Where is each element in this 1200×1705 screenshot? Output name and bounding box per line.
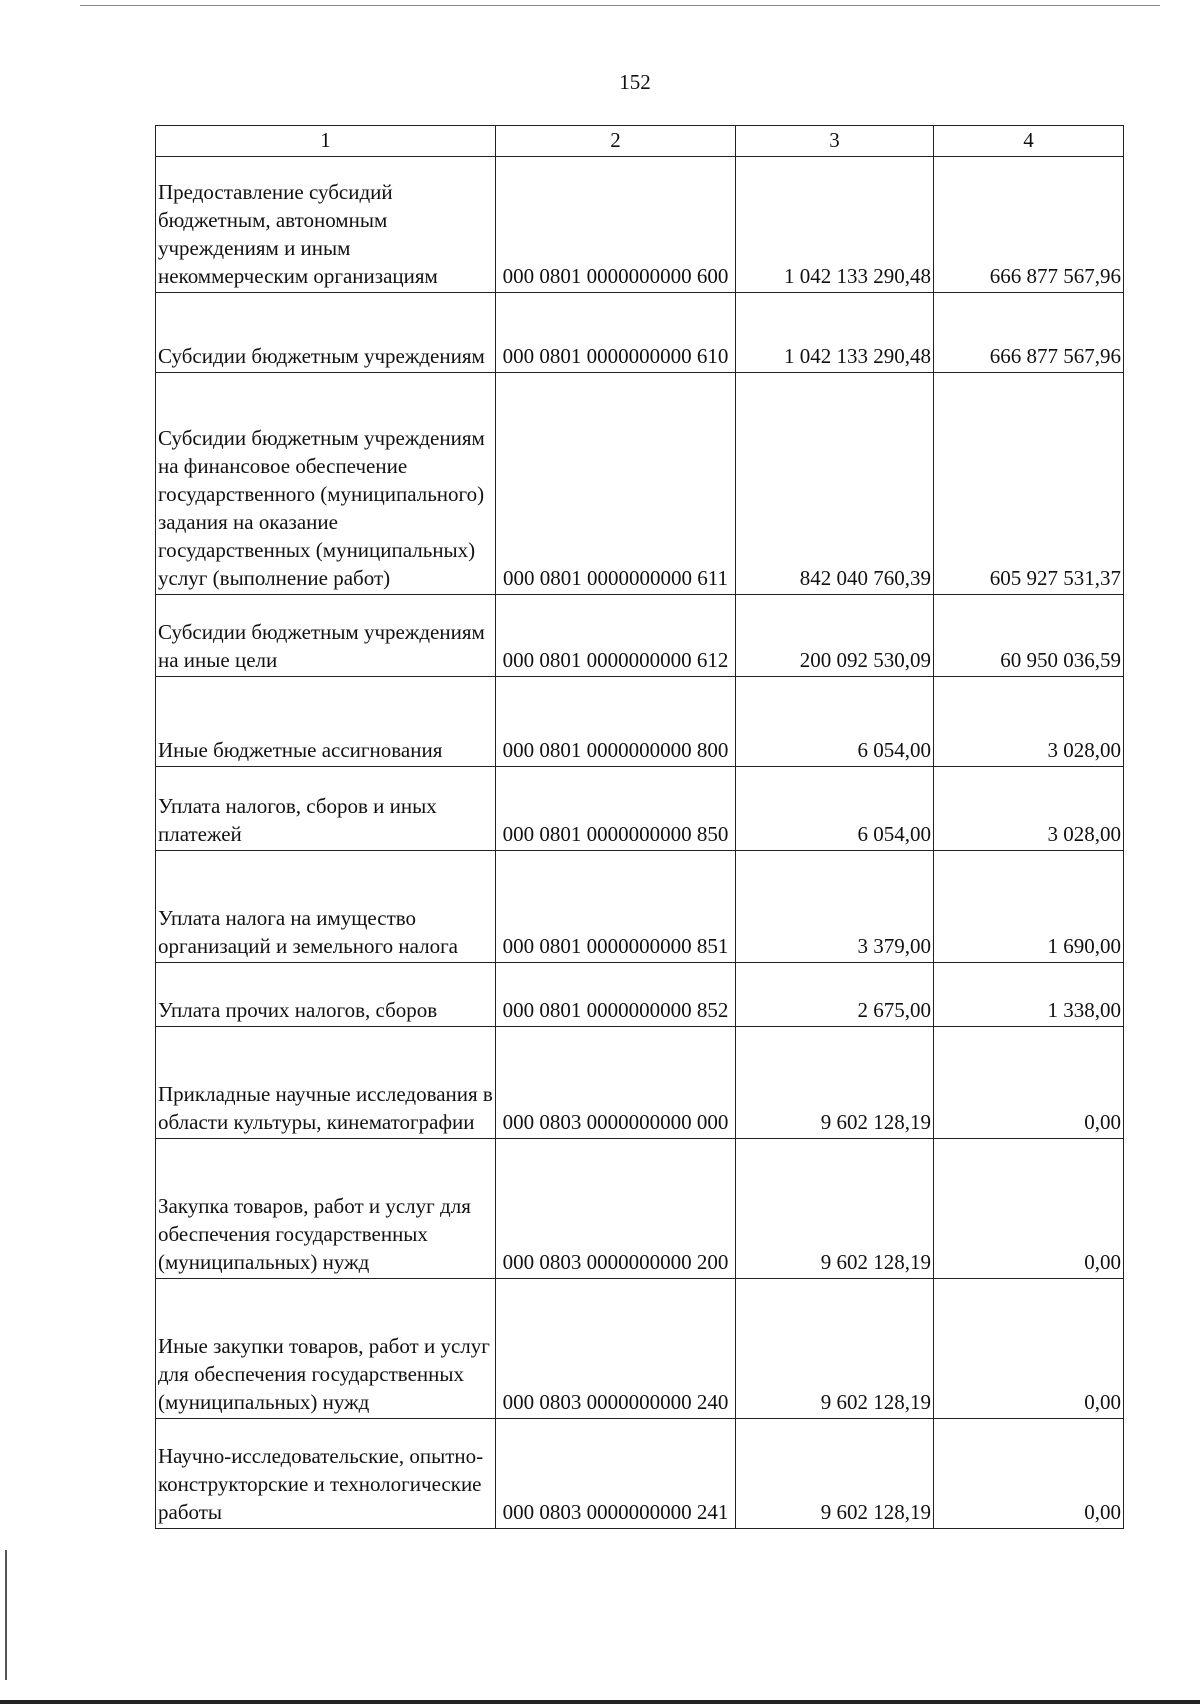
column-header-2: 2 <box>496 126 736 157</box>
row-value-3: 9 602 128,19 <box>736 1419 934 1529</box>
row-value-3: 9 602 128,19 <box>736 1027 934 1139</box>
row-name: Уплата налогов, сборов и иных платежей <box>156 767 496 851</box>
row-value-4: 1 338,00 <box>934 963 1124 1027</box>
table-row <box>156 963 1124 1027</box>
row-code: 000 0803 0000000000 000 <box>496 1027 736 1139</box>
row-value-4: 0,00 <box>934 1279 1124 1419</box>
row-value-4: 0,00 <box>934 1027 1124 1139</box>
row-code: 000 0801 0000000000 852 <box>496 963 736 1027</box>
row-value-3: 3 379,00 <box>736 851 934 963</box>
budget-table <box>155 125 1124 1529</box>
table-row <box>156 293 1124 373</box>
table-row <box>156 1279 1124 1419</box>
row-value-3: 9 602 128,19 <box>736 1279 934 1419</box>
row-code: 000 0801 0000000000 800 <box>496 677 736 767</box>
row-value-3: 200 092 530,09 <box>736 595 934 677</box>
row-code: 000 0801 0000000000 600 <box>496 157 736 293</box>
row-value-4: 1 690,00 <box>934 851 1124 963</box>
page-number: 152 <box>619 70 651 94</box>
row-name: Уплата прочих налогов, сборов <box>156 963 496 1027</box>
row-value-3: 1 042 133 290,48 <box>736 293 934 373</box>
row-value-4: 666 877 567,96 <box>934 293 1124 373</box>
row-code: 000 0801 0000000000 611 <box>496 373 736 595</box>
table-row <box>156 373 1124 595</box>
row-value-3: 1 042 133 290,48 <box>736 157 934 293</box>
row-code: 000 0801 0000000000 851 <box>496 851 736 963</box>
row-code: 000 0803 0000000000 240 <box>496 1279 736 1419</box>
row-value-4: 666 877 567,96 <box>934 157 1124 293</box>
table-row <box>156 1139 1124 1279</box>
row-value-4: 605 927 531,37 <box>934 373 1124 595</box>
row-value-4: 3 028,00 <box>934 767 1124 851</box>
row-name: Субсидии бюджетным учреждениям на финансовое обеспечение государственного (муниципального) задания на оказание государственных (муниципальных) услуг (выполнение работ) <box>156 373 496 595</box>
row-name: Закупка товаров, работ и услуг для обеспечения государственных (муниципальных) нужд <box>156 1139 496 1279</box>
row-name: Прикладные научные исследования в области культуры, кинематографии <box>156 1027 496 1139</box>
column-header-4: 4 <box>934 126 1124 157</box>
row-name: Иные закупки товаров, работ и услуг для обеспечения государственных (муниципальных) нужд <box>156 1279 496 1419</box>
table-header-row <box>156 126 1124 157</box>
row-value-3: 9 602 128,19 <box>736 1139 934 1279</box>
row-name: Уплата налога на имущество организаций и земельного налога <box>156 851 496 963</box>
table-row <box>156 1419 1124 1529</box>
row-code: 000 0801 0000000000 850 <box>496 767 736 851</box>
row-value-3: 6 054,00 <box>736 767 934 851</box>
table-row <box>156 767 1124 851</box>
row-value-4: 0,00 <box>934 1419 1124 1529</box>
row-name: Иные бюджетные ассигнования <box>156 677 496 767</box>
scan-bottom-edge <box>0 1700 1200 1704</box>
scan-margin-line <box>5 1550 7 1680</box>
table-row <box>156 851 1124 963</box>
row-value-4: 3 028,00 <box>934 677 1124 767</box>
row-value-3: 842 040 760,39 <box>736 373 934 595</box>
row-name: Субсидии бюджетным учреждениям <box>156 293 496 373</box>
row-code: 000 0801 0000000000 612 <box>496 595 736 677</box>
row-code: 000 0803 0000000000 200 <box>496 1139 736 1279</box>
scan-edge-line <box>80 5 1160 6</box>
table-row <box>156 157 1124 293</box>
table-row <box>156 677 1124 767</box>
row-name: Предоставление субсидий бюджетным, автономным учреждениям и иным некоммерческим организациям <box>156 157 496 293</box>
row-name: Научно-исследовательские, опытно-конструкторские и технологические работы <box>156 1419 496 1529</box>
row-value-4: 60 950 036,59 <box>934 595 1124 677</box>
table-row <box>156 1027 1124 1139</box>
column-header-1: 1 <box>156 126 496 157</box>
row-code: 000 0803 0000000000 241 <box>496 1419 736 1529</box>
row-name: Субсидии бюджетным учреждениям на иные цели <box>156 595 496 677</box>
row-code: 000 0801 0000000000 610 <box>496 293 736 373</box>
row-value-4: 0,00 <box>934 1139 1124 1279</box>
column-header-3: 3 <box>736 126 934 157</box>
row-value-3: 6 054,00 <box>736 677 934 767</box>
row-value-3: 2 675,00 <box>736 963 934 1027</box>
budget-table-container <box>155 125 1123 1529</box>
table-row <box>156 595 1124 677</box>
